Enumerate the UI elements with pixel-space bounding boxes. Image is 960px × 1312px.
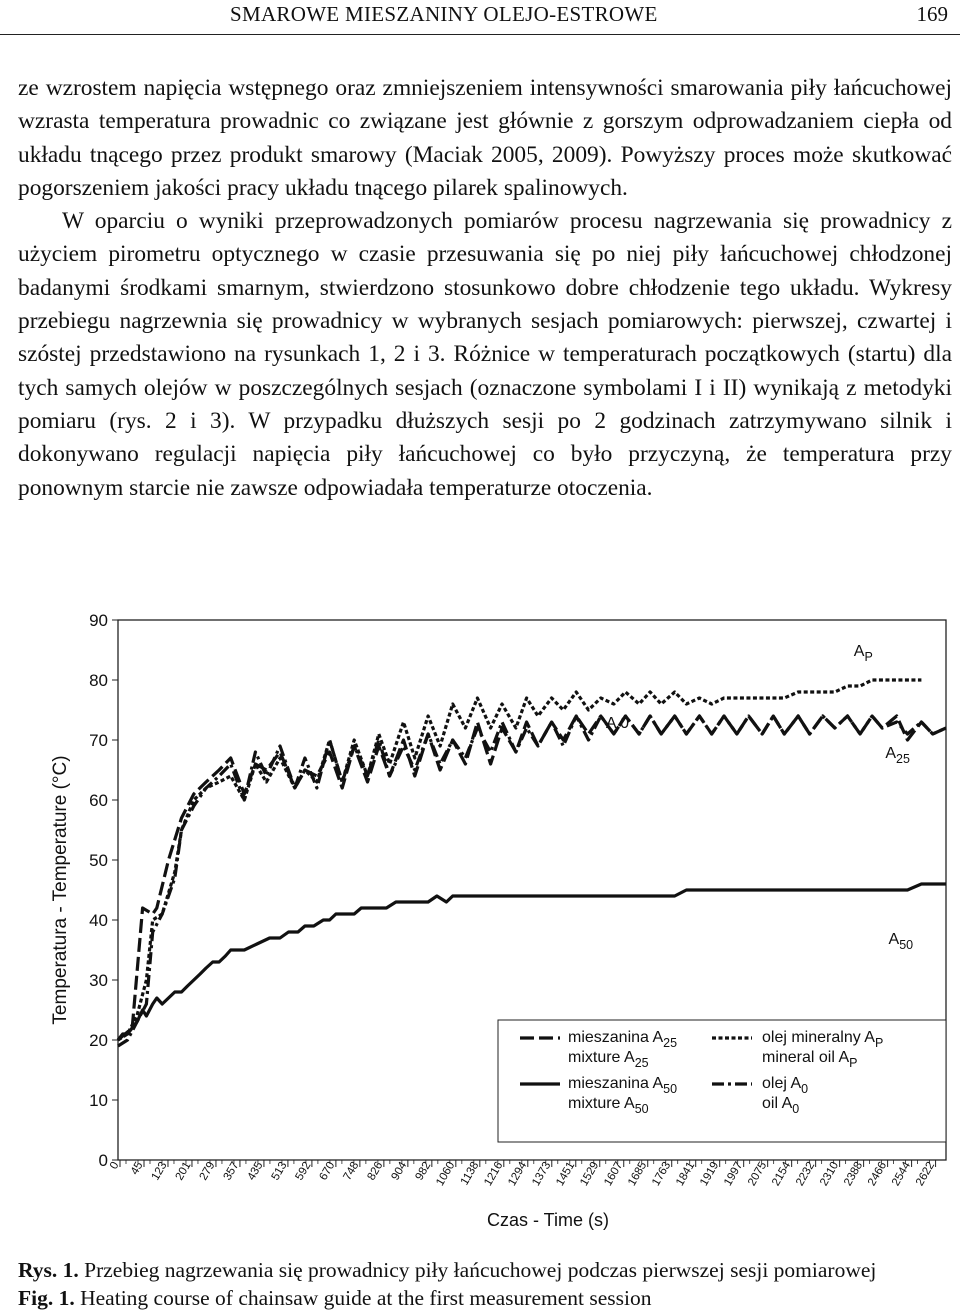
legend-label-pl: olej $A_0$ (762, 1075, 809, 1096)
series-line-dashdot (118, 716, 946, 1046)
x-tick-label: 201 (173, 1159, 194, 1183)
x-tick-label: 435 (245, 1159, 266, 1183)
x-tick-label: 1138 (458, 1159, 482, 1188)
y-tick-label: 10 (89, 1091, 108, 1110)
x-tick-label: 982 (413, 1159, 434, 1183)
series-annotation: $A_{50}$ (888, 931, 914, 952)
x-tick-label: 123 (149, 1159, 170, 1183)
temperature-chart (0, 600, 960, 1240)
x-tick-label: 1685 (626, 1159, 650, 1189)
x-tick-label: 592 (293, 1159, 314, 1183)
x-tick-label: 1060 (434, 1159, 458, 1189)
x-tick-label: 2154 (770, 1159, 794, 1189)
y-axis-label: Temperatura - Temperature (°C) (50, 755, 71, 1025)
caption-en-label: Fig. 1. (18, 1286, 75, 1310)
y-tick-label: 20 (89, 1031, 108, 1050)
legend-label-pl: olej mineralny $A_P$ (762, 1029, 884, 1050)
running-title: SMAROWE MIESZANINY OLEJO-ESTROWE (230, 2, 658, 26)
x-tick-label: 904 (389, 1159, 410, 1183)
caption-pl-label: Rys. 1. (18, 1258, 79, 1282)
x-tick-label: 826 (365, 1159, 386, 1183)
paragraph-1: ze wzrostem napięcia wstępnego oraz zmniejszeniem intensywności smarowania piły łańcuchowej wzrasta temperatura prowadnic co związane jest głównie z gorszym odprowadzaniem ciepła od układu tnącego przez produkt smarowy (Maciak 2005, 2009). Powyższy proces może skutkować pogorszeniem jakości pracy układu tnącego pilarek spalinowych. (18, 75, 952, 201)
x-tick-label: 2544 (890, 1159, 914, 1189)
x-tick-label: 2232 (794, 1159, 818, 1189)
legend-label-pl: mieszanina $A_{25}$ (568, 1029, 678, 1050)
x-tick-label: 1216 (482, 1159, 506, 1189)
x-axis-label: Czas - Time (s) (486, 1210, 610, 1230)
series-annotation: $A_{25}$ (885, 745, 910, 766)
legend-label-en: mixture $A_{50}$ (568, 1095, 649, 1116)
x-tick-label: 2622 (913, 1159, 938, 1189)
x-tick-label: 0 (108, 1159, 122, 1172)
x-tick-label: 2310 (818, 1159, 842, 1189)
y-tick-label: 60 (89, 791, 108, 810)
x-tick-label: 2388 (842, 1159, 866, 1189)
y-tick-label: 30 (89, 971, 108, 990)
running-header (0, 0, 960, 35)
x-tick-label: 1451 (554, 1159, 578, 1189)
legend-label-en: mixture $A_{25}$ (568, 1049, 649, 1070)
x-tick-label: 748 (341, 1159, 362, 1183)
x-tick-label: 1919 (698, 1159, 722, 1189)
x-tick-label: 1294 (506, 1159, 530, 1189)
caption-pl (18, 1256, 952, 1284)
x-tick-label: 1529 (578, 1159, 602, 1189)
legend-label-pl: mieszanina $A_{50}$ (568, 1075, 678, 1096)
figure-1 (0, 600, 960, 1240)
y-tick-label: 70 (89, 731, 108, 750)
series-annotation: A 0 (605, 715, 630, 732)
caption-en-text: Heating course of chainsaw guide at the first measurement session (80, 1286, 652, 1310)
x-tick-label: 279 (197, 1159, 218, 1183)
series-annotation: $A_P$ (853, 643, 873, 664)
series-line-dotted (118, 680, 921, 1040)
y-tick-label: 50 (89, 851, 108, 870)
x-tick-label: 1607 (602, 1159, 626, 1189)
x-tick-label: 1841 (674, 1159, 698, 1189)
caption-pl-text: Przebieg nagrzewania się prowadnicy piły łańcuchowej podczas pierwszej sesji pomiarowej (84, 1258, 877, 1282)
page-number: 169 (916, 2, 948, 26)
legend-label-en: mineral oil $A_P$ (762, 1049, 858, 1070)
series-line-dashed (118, 716, 946, 1040)
x-tick-label: 1997 (722, 1159, 746, 1189)
x-tick-label: 2075 (746, 1159, 770, 1189)
y-tick-label: 0 (98, 1151, 108, 1170)
legend-label-en: oil $A_0$ (762, 1095, 800, 1116)
y-tick-label: 90 (89, 611, 108, 630)
body-text (18, 72, 952, 505)
x-tick-label: 513 (269, 1159, 290, 1183)
x-tick-label: 670 (317, 1159, 338, 1183)
x-tick-label: 45 (128, 1159, 146, 1177)
x-tick-label: 1373 (530, 1159, 554, 1189)
caption-en (18, 1284, 952, 1312)
y-tick-label: 80 (89, 671, 108, 690)
paragraph-2: W oparciu o wyniki przeprowadzonych pomiarów procesu nagrzewania się prowadnicy z użyciem pirometru optycznego w czasie przesuwania się po niej piły łańcuchowej chłodzonej badanymi środkami smarnym, stwierdzono stosunkowo dobre chłodzenie tego układu. Wykresy przebiegu nagrzewnia się prowadnicy w wybranych sesjach pomiarowych: pierwszej, czwartej i szóstej przedstawiono na rysunkach 1, 2 i 3. Różnice w temperaturach początkowych (startu) dla tych samych olejów w poszczególnych sesjach (oznaczone symbolami I i II) wynikają z metodyki pomiaru (rys. 2 i 3). W przypadku dłuższych sesji po 2 godzinach zatrzymywano silnik i dokonywano regulacji napięcia piły łańcuchowej co było przyczyną, że temperatura przy ponownym starcie nie zawsze odpowiadała temperaturze otoczenia. (18, 208, 952, 501)
series-line-solid (118, 884, 946, 1040)
x-tick-label: 1763 (650, 1159, 674, 1189)
y-tick-label: 40 (89, 911, 108, 930)
x-tick-label: 357 (221, 1159, 242, 1183)
x-tick-label: 2466 (866, 1159, 890, 1189)
